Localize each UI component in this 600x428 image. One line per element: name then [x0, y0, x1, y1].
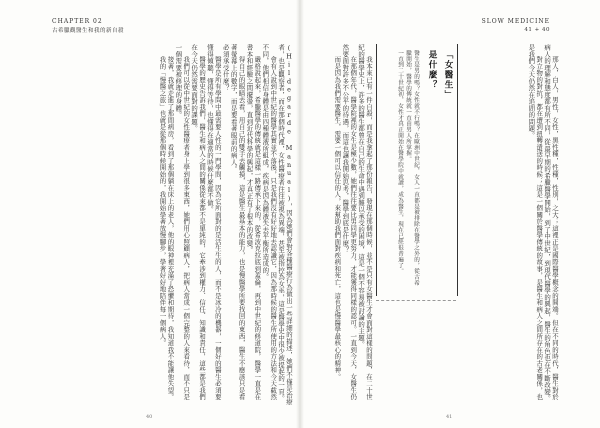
- paragraph: 在那個年代，醫學院裡的女生是極少數，她們往往要比男同學更努力，才能獲得同樣的認可。一直到今天，女醫生仍然要面對許多不公平的待遇，而這也讓我開始思考，醫學到底是什麼？: [341, 44, 358, 401]
- paragraph: 接著，我就走進了那間病房，看到了那個躺在床上的老人，他的眼神裡充滿了恐懼和期待，我知道我不能讓他失望。: [166, 56, 175, 401]
- book-title: SLOW MEDICINE: [481, 18, 550, 25]
- section-heading-subtitle: 是什麼？: [427, 50, 437, 90]
- section-heading-note: [382, 50, 420, 290]
- paragraph: 對立物的對抗，都在遭到扭轉遣送的時候；這是一個關於醫學傳統的故事，是醫生和病人之間所存在的古老關係，也是我們今天仍然在追問的問題。: [527, 44, 544, 401]
- paragraph: 會有人說到中世紀的醫學其實並不落後，只是我們沒有好好地去認識它，因為那時候的醫生所使用的方法和今天截然不同，他們相信身體是由四種體液所組成，疾病是因為體液失去平衡所造成的。: [261, 44, 278, 401]
- paragraph: (Hildegarde Manual)，因為她們會對各種醫療行為做出一些詳細的描述，她們不僅是治療者，也是觀察者，而在那個時代裡，女性醫療者往往被視為異端，甚至被指控為女巫，這是醫學史中很少被提起的一頁。: [277, 44, 293, 406]
- paragraph: 嚴格說起來，希臘醫學的傳統就是這樣一路傳承下來的，從希波克拉底到蓋倫，再到中世紀的修道院，醫學一直是在書本和經驗之間擺盪，直到近代科學的興起，才真正有了根本的改變。: [245, 44, 262, 401]
- page-range: 41 + 40: [524, 27, 550, 33]
- paragraph: 醫學是所有學問中最需要人性的一門學問，因為它所面對的是活生生的人，而不是冰冷的機器，一個好的醫生必須要懂得傾聽，懂得等待，也懂得在適當的時候什麼都不做。: [205, 44, 222, 401]
- paragraph: 我們可以從中世紀的女性醫療者身上學到很多東西，她們用心照顧病人，把病人當成一個完整的人來看待，而不只是一個需要被修理的身體。: [174, 44, 191, 401]
- paragraph: 那人，白人，男性，女性，黑性種，性種，性別，之大；這裡正是國際醫學概念的開端。但在不同的時代，醫生對於病人的理解和態度都有所不同，從最早期的希臘醫學開始，到了中世紀，到現代醫學的興起，醫生的角色也在不斷改變。: [543, 44, 559, 402]
- chapter-subtitle: 古希臘觀醫生和我的新自殺: [52, 28, 125, 34]
- dashed-divider: [376, 300, 456, 301]
- section-heading-title: 「女醫生」: [443, 50, 453, 100]
- paragraph: 我本來已有一件自殺，而是我拿起了那份報告，發現在那個時候，並不是只有女醫生才會面對這樣的問題，在二十世紀的醫學史上，許多的醫生都曾在自己的生命中遇到難以承受的困境，這是一個不容易被討論的主題。: [357, 44, 373, 401]
- left-page-number: 40: [146, 414, 153, 420]
- right-page-body-start: [460, 44, 558, 406]
- paragraph: 醫學的歷史告訴我們，醫生和病人之間的關係從來都不是單純的，它牽涉到權力、信任、知識和責任，這些都是我們在今天仍然需要面對的課題。: [190, 44, 207, 401]
- paragraph: 我的「慢醫之旅」也就是從那個時候開始的，我開始學著放慢腳步，學著好好地陪伴每一個病人。: [158, 56, 167, 347]
- right-page-body-end: [306, 44, 372, 406]
- right-page-number: 41: [446, 414, 453, 420]
- paragraph: 必須承受什麼？: [221, 44, 230, 92]
- paragraph: 而是因為我們需要醫生，需要一個可以信任的人，來幫助我們面對疾病和死亡，這也是慢醫學最核心的精神。: [333, 56, 342, 380]
- left-page-body: [40, 44, 292, 406]
- paragraph: 得自己的眼睛去看，用自己的雙手去觸摸，這是醫生最基本的能力，也是慢醫學所要找回的東西，醫生不應該只是看著螢幕上的數字，而是要看著眼前的病人。: [229, 44, 246, 401]
- note-line: 醫生是男的嗎？女性就不行嗎？在歐洲中世紀，女人一直都是被排除在醫學之外的，從古希臘開始，醫學的傳統就一直由男人所掌握。: [405, 50, 419, 286]
- note-line: 一直到二十世紀初，女性才真正開始在醫學院中就讀，成為醫生，現在已經很普遍了。: [397, 50, 403, 275]
- chapter-label: CHAPTER 02: [52, 18, 103, 25]
- book-gutter: [296, 0, 304, 428]
